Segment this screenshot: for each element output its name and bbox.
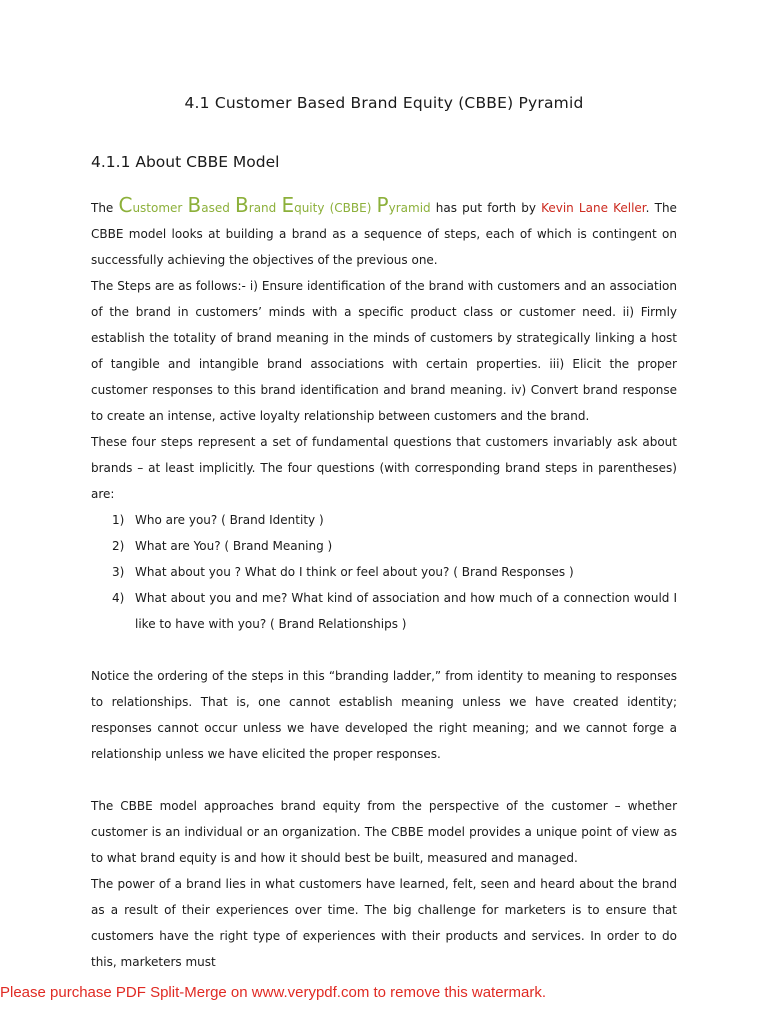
list-item: [91, 559, 677, 585]
steps-paragraph: The Steps are as follows:- i) Ensure identification of the brand with customers and an association of the brand in customers’ minds with a specific product class or customer need. ii) Firmly establish the totality of brand meaning in the minds of customers by strategically linking a host of tangible and intangible brand associations with certain properties. iii) Elicit the proper customer responses to this brand identification and brand meaning. iv) Convert brand response to create an intense, active loyalty relationship between customers and the brand.: [91, 279, 677, 423]
cbbe-initial-e: E: [281, 193, 295, 217]
list-item: [91, 533, 677, 559]
cbbe-word-quity: quity (CBBE): [294, 201, 372, 215]
cbbe-word-ased: ased: [201, 201, 230, 215]
cbbe-word-ustomer: ustomer: [132, 201, 183, 215]
cbbe-initial-b2: B: [235, 193, 249, 217]
page-title: 4.1 Customer Based Brand Equity (CBBE) Pyramid: [184, 94, 584, 112]
list-item: [91, 585, 677, 637]
ordering-paragraph: Notice the ordering of the steps in this “branding ladder,” from identity to meaning to responses to relationships. That is, one cannot establish meaning unless we have created identity; responses cannot occur unless we have developed the right meaning; and we cannot forge a relationship unless we have elicited the proper responses.: [91, 669, 677, 761]
list-text: Who are you? ( Brand Identity ): [135, 513, 324, 527]
list-item: [91, 507, 677, 533]
intro-mid: has put forth by: [435, 201, 536, 215]
power-paragraph: The power of a brand lies in what customers have learned, felt, seen and heard about the brand as a result of their experiences over time. The big challenge for marketers is to ensure that customers have the right type of experiences with their products and services. In order to do this, marketers must: [91, 877, 677, 969]
list-text: What about you ? What do I think or feel about you? ( Brand Responses ): [135, 565, 574, 579]
cbbe-initial-p: P: [376, 193, 389, 217]
list-text: What are You? ( Brand Meaning ): [135, 539, 333, 553]
section-heading: 4.1.1 About CBBE Model: [91, 153, 280, 171]
list-number: 2): [112, 539, 125, 553]
approach-paragraph: The CBBE model approaches brand equity from the perspective of the customer – whether customer is an individual or an organization. The CBBE model provides a unique point of view as to what brand equity is and how it should best be built, measured and managed.: [91, 799, 677, 865]
list-number: 4): [112, 591, 125, 605]
intro-the: The: [91, 201, 114, 215]
cbbe-word-yramid: yramid: [388, 201, 431, 215]
intro-paragraph: [91, 192, 677, 273]
list-text: What about you and me? What kind of association and how much of a connection would I like to have with you? ( Brand Relationships ): [135, 591, 677, 631]
watermark-notice: Please purchase PDF Split-Merge on www.verypdf.com to remove this watermark.: [0, 984, 547, 1001]
list-number: 3): [112, 565, 125, 579]
cbbe-initial-c: C: [118, 193, 133, 217]
list-number: 1): [112, 513, 125, 527]
questions-list: [91, 507, 677, 637]
spacer: [91, 637, 677, 663]
author-name: Kevin Lane Keller: [541, 201, 646, 215]
spacer: [91, 767, 677, 793]
cbbe-initial-b1: B: [187, 193, 202, 217]
cbbe-word-rand: rand: [248, 201, 277, 215]
document-body: [91, 192, 677, 975]
intro-rest: . The CBBE model looks at building a brand as a sequence of steps, each of which is contingent on successfully achieving the objectives of the previous one.: [91, 201, 677, 267]
questions-paragraph: These four steps represent a set of fundamental questions that customers invariably ask about brands – at least implicitly. The four questions (with corresponding brand steps in parentheses) are:: [91, 435, 677, 501]
